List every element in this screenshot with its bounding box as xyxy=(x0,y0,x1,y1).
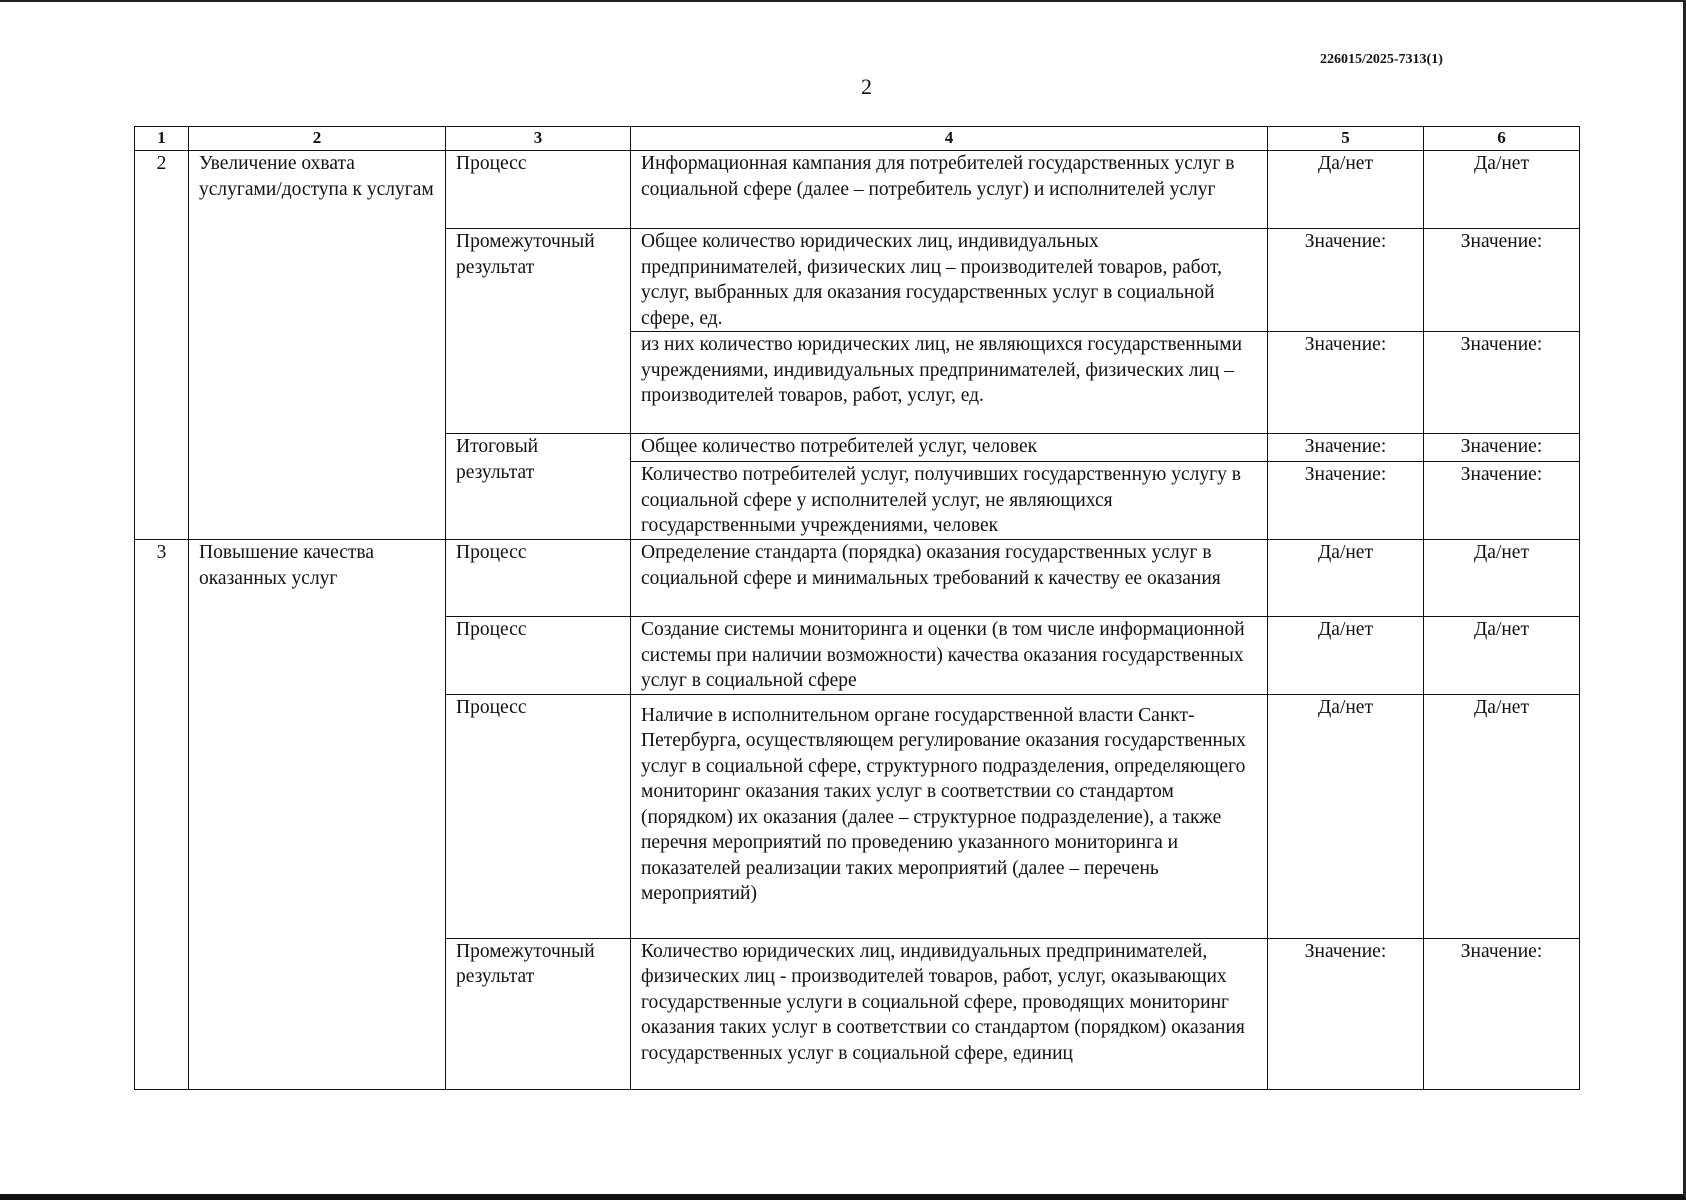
indicator-type-cell: Процесс xyxy=(446,617,631,695)
column-header-5: 5 xyxy=(1268,127,1424,151)
value-cell-5: Значение: xyxy=(1268,462,1424,540)
document-number: 226015/2025-7313(1) xyxy=(1320,52,1443,67)
page-number: 2 xyxy=(861,74,872,99)
column-header-1: 1 xyxy=(135,127,189,151)
indicator-type-cell: Процесс xyxy=(446,540,631,617)
value-cell-6: Да/нет xyxy=(1424,540,1580,617)
indicator-description-cell: Создание системы мониторинга и оценки (в том числе информационной системы при наличии возможности) качества оказания государственных услуг в социальной сфере xyxy=(631,617,1268,695)
value-cell-6: Да/нет xyxy=(1424,617,1580,695)
indicator-description-cell: из них количество юридических лиц, не являющихся государственными учреждениями, индивидуальных предпринимателей, физических лиц – производителей товаров, работ, услуг, ед. xyxy=(631,332,1268,434)
value-cell-6: Значение: xyxy=(1424,332,1580,434)
value-cell-6: Значение: xyxy=(1424,229,1580,332)
indicator-type-cell: Процесс xyxy=(446,151,631,229)
value-cell-5: Да/нет xyxy=(1268,540,1424,617)
goal-cell: Увеличение охвата услугами/доступа к услугам xyxy=(189,151,446,540)
indicators-table xyxy=(134,126,1580,1090)
indicator-description-cell: Наличие в исполнительном органе государственной власти Санкт-Петербурга, осуществляющем регулирование оказания государственных услуг в социальной сфере, структурного подразделения, определяющего мониторинг оказания таких услуг в соответствии со стандартом (порядком) их оказания (далее – структурное подразделение), а также перечня мероприятий по проведению указанного мониторинга и показателей реализации таких мероприятий (далее – перечень мероприятий) xyxy=(631,694,1268,938)
column-header-4: 4 xyxy=(631,127,1268,151)
row-number: 2 xyxy=(135,151,189,540)
indicator-type-cell: Промежуточный результат xyxy=(446,229,631,434)
column-header-6: 6 xyxy=(1424,127,1580,151)
value-cell-5: Да/нет xyxy=(1268,151,1424,229)
indicator-description-cell: Количество юридических лиц, индивидуальных предпринимателей, физических лиц - производителей товаров, работ, услуг, оказывающих государственные услуги в социальной сфере, проводящих мониторинг оказания таких услуг в соответствии со стандартом (порядком) оказания государственных услуг в социальной сфере, единиц xyxy=(631,938,1268,1089)
indicator-type-cell: Процесс xyxy=(446,694,631,938)
column-header-2: 2 xyxy=(189,127,446,151)
indicator-type-cell: Промежуточный результат xyxy=(446,938,631,1089)
indicator-description-cell: Информационная кампания для потребителей государственных услуг в социальной сфере (далее – потребитель услуг) и исполнителей услуг xyxy=(631,151,1268,229)
column-number-header-row xyxy=(135,127,1580,151)
value-cell-6: Да/нет xyxy=(1424,694,1580,938)
table-row xyxy=(135,540,1580,617)
indicator-description-cell: Определение стандарта (порядка) оказания государственных услуг в социальной сфере и минимальных требований к качеству ее оказания xyxy=(631,540,1268,617)
indicator-description-cell: Общее количество потребителей услуг, человек xyxy=(631,434,1268,462)
value-cell-5: Да/нет xyxy=(1268,694,1424,938)
table-row xyxy=(135,151,1580,229)
value-cell-5: Значение: xyxy=(1268,938,1424,1089)
value-cell-5: Значение: xyxy=(1268,332,1424,434)
row-number: 3 xyxy=(135,540,189,1090)
value-cell-6: Значение: xyxy=(1424,462,1580,540)
value-cell-5: Значение: xyxy=(1268,434,1424,462)
value-cell-6: Значение: xyxy=(1424,434,1580,462)
indicator-description-cell: Количество потребителей услуг, получивших государственную услугу в социальной сфере у исполнителей услуг, не являющихся государственными учреждениями, человек xyxy=(631,462,1268,540)
indicator-type-cell: Итоговый результат xyxy=(446,434,631,540)
goal-cell: Повышение качества оказанных услуг xyxy=(189,540,446,1090)
value-cell-5: Значение: xyxy=(1268,229,1424,332)
column-header-3: 3 xyxy=(446,127,631,151)
indicator-description-cell: Общее количество юридических лиц, индивидуальных предпринимателей, физических лиц – производителей товаров, работ, услуг, выбранных для оказания государственных услуг в социальной сфере, ед. xyxy=(631,229,1268,332)
value-cell-6: Да/нет xyxy=(1424,151,1580,229)
value-cell-5: Да/нет xyxy=(1268,617,1424,695)
value-cell-6: Значение: xyxy=(1424,938,1580,1089)
